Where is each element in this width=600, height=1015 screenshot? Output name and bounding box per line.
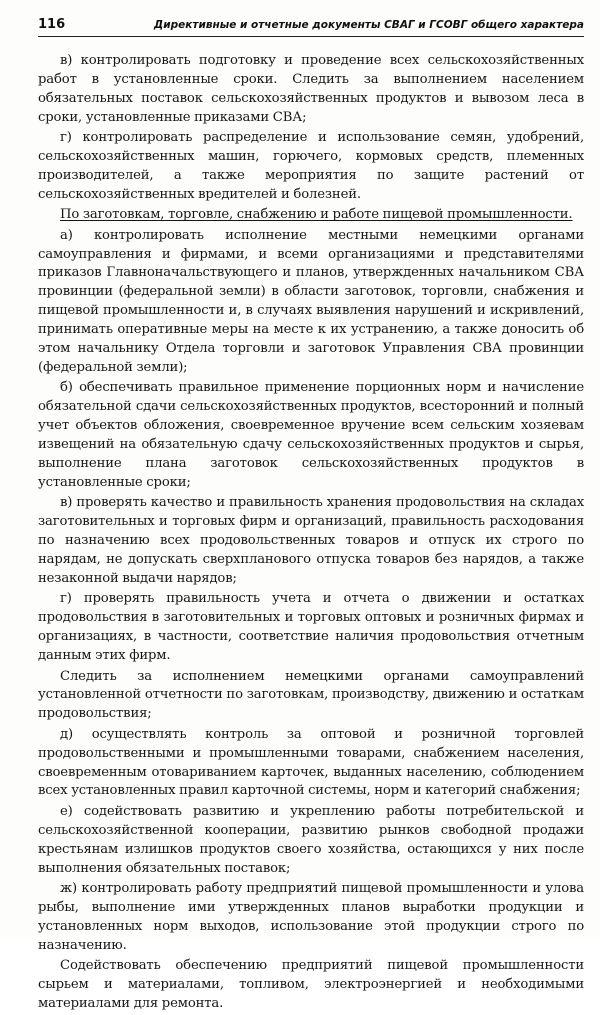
paragraph-zh-food-industry: ж) контролировать работу предприятий пищевой промышленности и улова рыбы, выполнение ими утвержденных планов выработки продукции и установленных норм выходов, использование этой продукции строго по назначению.	[38, 880, 584, 953]
paragraph-v-agri-work: в) контролировать подготовку и проведение всех сельскохозяйственных работ в установленные сроки. Следить за выполнением населением обязательных поставок сельскохозяйственных продуктов и вывозом леса в сроки, установленные приказами СВА;	[38, 53, 584, 125]
section-heading-procurement: По заготовкам, торговле, снабжению и работе пищевой промышленности.	[60, 207, 573, 223]
paragraph-g-accounting: г) проверять правильность учета и отчета о движении и остатках продовольствия в заготовительных и торговых оптовых и розничных фирмах и организациях, в частности, соответствие наличия продовольствия отчетным данным этих фирм.	[38, 591, 584, 664]
paragraph-v-storage: в) проверять качество и правильность хранения продовольствия на складах заготовительных и торговых фирм и организаций, правильность расходования по назначению всех продовольственных товаров и отпуск их строго по нарядам, не допускать сверхпланового отпуска товаров без нарядов, а также незаконной выдачи нарядов;	[38, 495, 584, 586]
paragraph-a-control: а) контролировать исполнение местными немецкими органами самоуправления и фирмами, и всеми организациями и представителями приказов Главноначальствующего и планов, утвержденных начальником СВА провинции (федеральной земли) в области заготовок, торговли, снабжения и пищевой промышленности и, в случаях выявления нарушений и искривлений, принимать оперативные меры на месте к их устранению, а также доносить об этом начальнику Отдела торговли и заготовок Управления СВА провинции (федеральной земли);	[38, 227, 584, 375]
paragraph-g-seeds: г) контролировать распределение и использование семян, удобрений, сельскохозяйственных машин, горючего, кормовых средств, племенных производителей, а также мероприятия по защите растений от сельскохозяйственных вредителей и болезней.	[38, 130, 584, 202]
page-header	[38, 16, 584, 37]
paragraph-reporting: Следить за исполнением немецкими органами самоуправлений установленной отчетности по заготовкам, производству, движению и остаткам продовольствия;	[38, 668, 584, 722]
page-number: 116	[38, 17, 66, 32]
paragraph-d-trade: д) осуществлять контроль за оптовой и розничной торговлей продовольственными и промышленными товарами, снабжением населения, своевременным отовариванием карточек, выданных населению, соблюдением всех установленных правил карточной системы, норм и категорий снабжения;	[38, 726, 584, 799]
paragraph-b-rations: б) обеспечивать правильное применение порционных норм и начисление обязательной сдачи сельскохозяйственных продуктов, всесторонний и полный учет объектов обложения, своевременное вручение всем сельским хозяевам извещений на обязательную сдачу сельскохозяйственных продуктов и сырья, выполнение плана заготовок сельскохозяйственных продуктов в установленные сроки;	[38, 380, 584, 490]
body-text	[38, 52, 584, 1015]
running-title: Директивные и отчетные документы СВАГ и ГСОВГ общего характера	[153, 19, 584, 31]
paragraph-e-cooperation: е) содействовать развитию и укреплению работы потребительской и сельскохозяйственной кооперации, развитию рынков свободной продажи крестьянам излишков продуктов своего хозяйства, остающихся у них после выполнения обязательных поставок;	[38, 803, 584, 876]
paragraph-supply: Содействовать обеспечению предприятий пищевой промышленности сырьем и материалами, топливом, электроэнергией и необходимыми материалами для ремонта.	[38, 958, 584, 1011]
